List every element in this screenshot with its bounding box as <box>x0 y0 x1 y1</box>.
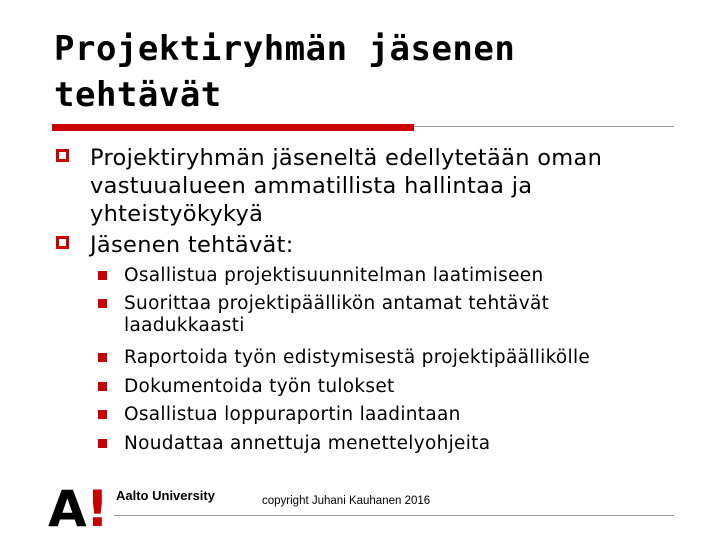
slide-title-line-1: Projektiryhmän jäsenen <box>54 29 516 69</box>
footer-divider <box>114 515 674 516</box>
subbullet-text-line: Suorittaa projektipäällikön antamat tehtävät <box>124 293 550 314</box>
subbullet-item-3 <box>98 347 698 369</box>
subbullet-text-line: Osallistua loppuraportin laadintaan <box>124 404 461 425</box>
copyright-notice: copyright Juhani Kauhanen 2016 <box>262 495 431 507</box>
subbullet-text-line: Noudattaa annettuja menettelyohjeita <box>124 433 491 454</box>
aalto-logo-letter: A <box>48 480 87 538</box>
subbullet-item-4 <box>98 376 698 398</box>
bullet-text-line: vastuualueen ammatillista hallintaa ja <box>90 173 533 199</box>
filled-square-bullet-icon <box>98 439 107 448</box>
filled-square-bullet-icon <box>98 353 107 362</box>
university-name: Aalto University <box>116 488 215 503</box>
subbullet-item-2 <box>98 293 698 337</box>
bullet-text-line: Projektiryhmän jäseneltä edellytetään oman <box>90 145 603 171</box>
filled-square-bullet-icon <box>98 299 107 308</box>
bullet-item-1 <box>56 144 696 228</box>
filled-square-bullet-icon <box>98 410 107 419</box>
bullet-item-2 <box>56 231 696 259</box>
title-underline-accent <box>52 124 414 131</box>
subbullet-text-line: laadukkaasti <box>124 315 245 336</box>
title-underline-rule <box>414 126 674 127</box>
subbullet-text-line: Osallistua projektisuunnitelman laatimiseen <box>124 265 544 286</box>
bullet-text-line: yhteistyökykyä <box>90 201 264 227</box>
bullet-text-line: Jäsenen tehtävät: <box>90 232 294 258</box>
hollow-square-bullet-icon <box>56 149 69 162</box>
subbullet-item-5 <box>98 404 698 426</box>
subbullet-item-6 <box>98 433 698 455</box>
aalto-logo-mark: ! <box>86 480 109 538</box>
subbullet-text-line: Raportoida työn edistymisestä projektipäällikölle <box>124 347 591 368</box>
slide-title-line-2: tehtävät <box>54 75 222 115</box>
filled-square-bullet-icon <box>98 382 107 391</box>
filled-square-bullet-icon <box>98 271 107 280</box>
subbullet-text-line: Dokumentoida työn tulokset <box>124 376 395 397</box>
slide-title <box>54 26 674 118</box>
hollow-square-bullet-icon <box>56 236 69 249</box>
subbullet-item-1 <box>98 265 698 287</box>
